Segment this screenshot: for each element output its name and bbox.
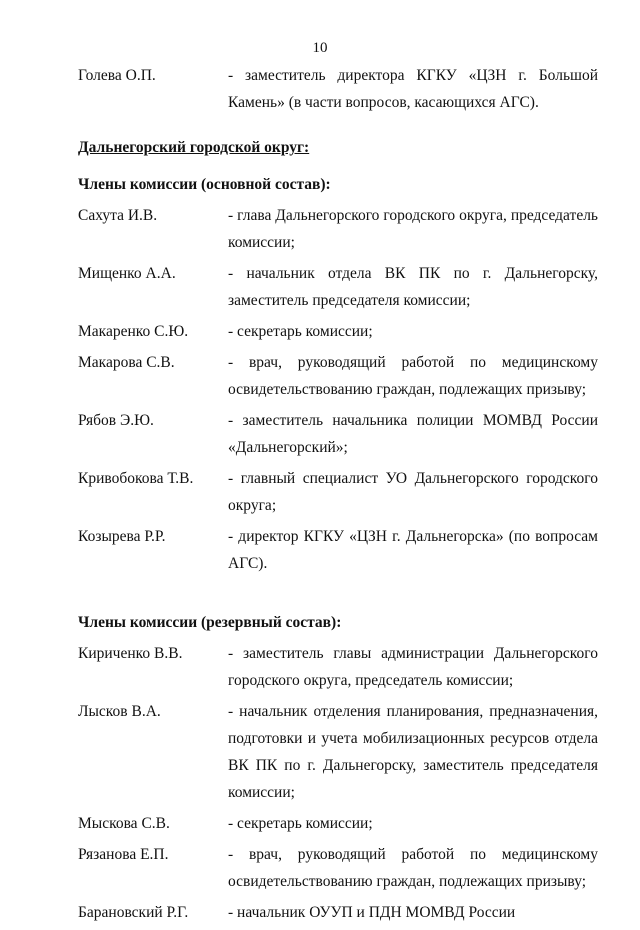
member-role: - начальник ОУУП и ПДН МОМВД России	[228, 904, 516, 921]
member-name: Голева О.П.	[78, 67, 156, 84]
member-role: - глава Дальнегорского городского округа, председатель комиссии;	[228, 207, 598, 251]
member-row	[78, 841, 598, 895]
member-role: - главный специалист УО Дальнегорского городского округа;	[228, 470, 598, 514]
member-row	[78, 640, 598, 694]
reserve-member-list	[78, 640, 598, 926]
member-role: - директор КГКУ «ЦЗН г. Дальнегорска» (по вопросам АГС).	[228, 528, 598, 572]
member-role: - начальник отделения планирования, предназначения, подготовки и учета мобилизационных ресурсов отдела ВК ПК по г. Дальнегорску, заместитель председателя комиссии;	[228, 703, 598, 801]
member-role: - врач, руководящий работой по медицинскому освидетельствованию граждан, подлежащих призыву;	[228, 354, 598, 398]
member-row	[78, 202, 598, 256]
member-role: - заместитель начальника полиции МОМВД России «Дальнегорский»;	[228, 412, 598, 456]
member-row	[78, 698, 598, 806]
member-name: Рязанова Е.П.	[78, 846, 169, 863]
member-row	[78, 899, 598, 926]
page-number: 10	[312, 40, 328, 56]
top-entry-list	[78, 62, 598, 116]
member-row	[78, 62, 598, 116]
member-row	[78, 318, 598, 345]
member-name: Мыскова С.В.	[78, 815, 170, 832]
district-title: Дальнегорский городской округ:	[78, 139, 310, 156]
member-name: Кривобокова Т.В.	[78, 470, 194, 487]
member-name: Козырева Р.Р.	[78, 528, 166, 545]
member-name: Макарова С.В.	[78, 354, 175, 371]
member-role: - начальник отдела ВК ПК по г. Дальнегорску, заместитель председателя комиссии;	[228, 265, 598, 309]
main-section-title: Члены комиссии (основной состав):	[78, 176, 331, 193]
member-row	[78, 465, 598, 519]
member-role: - заместитель директора КГКУ «ЦЗН г. Большой Камень» (в части вопросов, касающихся АГС).	[228, 67, 598, 111]
member-row	[78, 349, 598, 403]
member-name: Кириченко В.В.	[78, 645, 183, 662]
member-role: - заместитель главы администрации Дальнегорского городского округа, председатель комиссии;	[228, 645, 598, 689]
member-name: Лысков В.А.	[78, 703, 161, 720]
page-content	[78, 62, 598, 930]
member-name: Мищенко А.А.	[78, 265, 176, 282]
member-name: Барановский Р.Г.	[78, 904, 189, 921]
member-row	[78, 810, 598, 837]
member-name: Сахута И.В.	[78, 207, 158, 224]
member-role: - секретарь комиссии;	[228, 323, 373, 340]
main-member-list	[78, 202, 598, 577]
reserve-section-title: Члены комиссии (резервный состав):	[78, 614, 342, 631]
member-role: - секретарь комиссии;	[228, 815, 373, 832]
member-name: Рябов Э.Ю.	[78, 412, 154, 429]
member-role: - врач, руководящий работой по медицинскому освидетельствованию граждан, подлежащих призыву;	[228, 846, 598, 890]
member-row	[78, 523, 598, 577]
member-name: Макаренко С.Ю.	[78, 323, 189, 340]
member-row	[78, 260, 598, 314]
member-row	[78, 407, 598, 461]
